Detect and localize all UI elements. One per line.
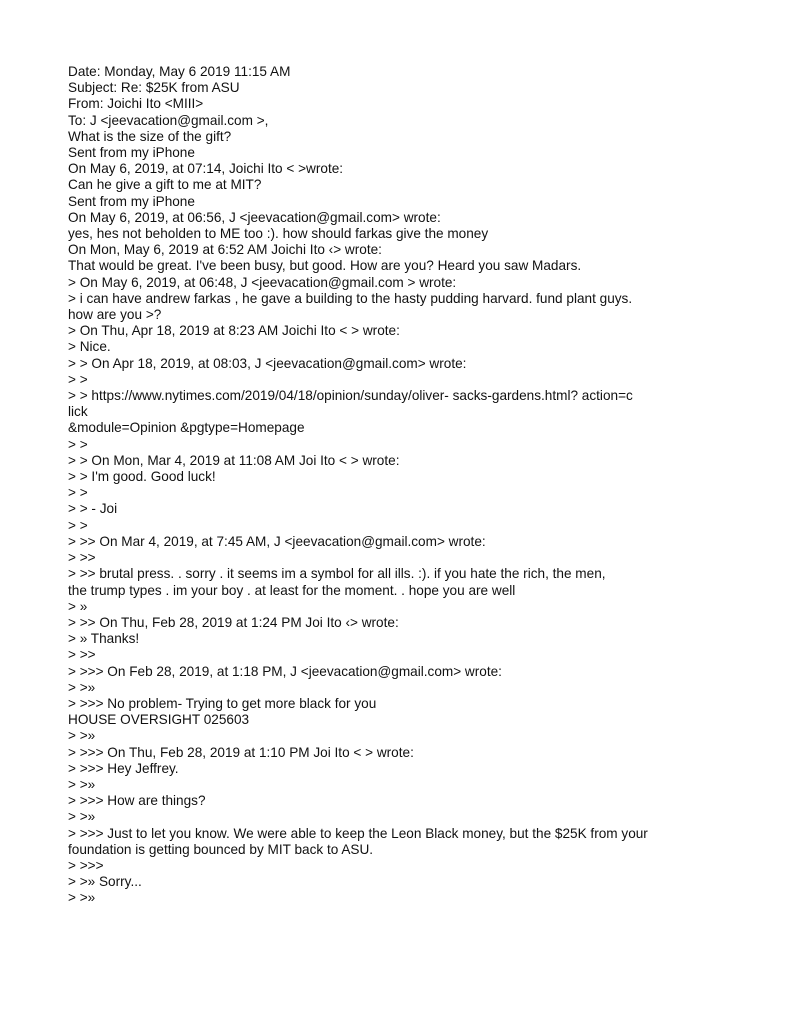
- body-line: > >>: [68, 647, 96, 663]
- body-line: > i can have andrew farkas , he gave a building to the hasty pudding harvard. fund plant guys.: [68, 290, 633, 306]
- body-line: > >>> On Thu, Feb 28, 2019 at 1:10 PM Joi Ito < > wrote:: [68, 744, 414, 760]
- body-line: > >»: [68, 728, 96, 744]
- body-line: > >>> On Feb 28, 2019, at 1:18 PM, J <jeevacation@gmail.com> wrote:: [68, 663, 502, 679]
- body-line: > Nice.: [68, 339, 111, 355]
- header-to: To: J <jeevacation@gmail.com >,: [68, 112, 269, 128]
- body-link-line: &module=Opinion &pgtype=Homepage: [68, 420, 305, 436]
- body-line: > On Thu, Apr 18, 2019 at 8:23 AM Joichi Ito < > wrote:: [68, 323, 400, 339]
- body-line: > >>> How are things?: [68, 793, 206, 809]
- body-line: > >>> No problem- Trying to get more black for you: [68, 695, 377, 711]
- body-line: > > On Apr 18, 2019, at 08:03, J <jeevacation@gmail.com> wrote:: [68, 355, 467, 371]
- header-subject: Subject: Re: $25K from ASU: [68, 80, 240, 96]
- body-line: > On May 6, 2019, at 06:48, J <jeevacation@gmail.com > wrote:: [68, 274, 457, 290]
- body-line: > » Thanks!: [68, 631, 140, 647]
- body-line: > >: [68, 436, 88, 452]
- body-line: > »: [68, 598, 88, 614]
- body-line: the trump types . im your boy . at least for the moment. . hope you are well: [68, 582, 516, 598]
- body-line: > > On Mon, Mar 4, 2019 at 11:08 AM Joi Ito < > wrote:: [68, 452, 400, 468]
- body-line: > >»: [68, 809, 96, 825]
- body-line: On Mon, May 6, 2019 at 6:52 AM Joichi Ito ‹> wrote:: [68, 242, 382, 258]
- header-date: Date: Monday, May 6 2019 11:15 AM: [68, 64, 291, 79]
- body-line: That would be great. I've been busy, but good. How are you? Heard you saw Madars.: [68, 258, 582, 274]
- body-line: > >> brutal press. . sorry . it seems im a symbol for all ills. :). if you hate the rich, the men,: [68, 566, 606, 582]
- body-line: > >> On Thu, Feb 28, 2019 at 1:24 PM Joi Ito ‹> wrote:: [68, 614, 399, 630]
- body-line: > >: [68, 371, 88, 387]
- body-line: > > - Joi: [68, 501, 118, 517]
- body-line: > >>>: [68, 857, 104, 873]
- body-line: Sent from my iPhone: [68, 145, 195, 161]
- body-line: > >>> Hey Jeffrey.: [68, 760, 179, 776]
- body-line: yes, hes not beholden to ME too :). how should farkas give the money: [68, 226, 489, 242]
- body-line: > >: [68, 485, 88, 501]
- body-line: > >» Sorry...: [68, 874, 142, 890]
- body-line: > >> On Mar 4, 2019, at 7:45 AM, J <jeevacation@gmail.com> wrote:: [68, 533, 486, 549]
- body-line: foundation is getting bounced by MIT back to ASU.: [68, 841, 374, 857]
- body-line: > >: [68, 517, 88, 533]
- body-line: > >»: [68, 890, 96, 906]
- body-link-line: > > https://www.nytimes.com/2019/04/18/opinion/sunday/oliver- sacks-gardens.html? action=c: [68, 388, 633, 404]
- body-line: > > I'm good. Good luck!: [68, 469, 216, 485]
- bates-stamp: HOUSE OVERSIGHT 025603: [68, 712, 250, 728]
- header-from: From: Joichi Ito <MIII>: [68, 96, 204, 112]
- body-line: how are you >?: [68, 307, 162, 323]
- body-link-line: lick: [68, 404, 88, 420]
- email-document: [68, 64, 768, 907]
- body-line: > >»: [68, 679, 96, 695]
- body-line: > >>> Just to let you know. We were able to keep the Leon Black money, but the $25K from your: [68, 825, 648, 841]
- body-line: What is the size of the gift?: [68, 128, 232, 144]
- body-line: > >>: [68, 550, 96, 566]
- body-line: On May 6, 2019, at 06:56, J <jeevacation@gmail.com> wrote:: [68, 209, 441, 225]
- body-line: On May 6, 2019, at 07:14, Joichi Ito < >wrote:: [68, 161, 344, 177]
- body-line: Can he give a gift to me at MIT?: [68, 177, 262, 193]
- body-line: Sent from my iPhone: [68, 193, 195, 209]
- body-line: > >»: [68, 776, 96, 792]
